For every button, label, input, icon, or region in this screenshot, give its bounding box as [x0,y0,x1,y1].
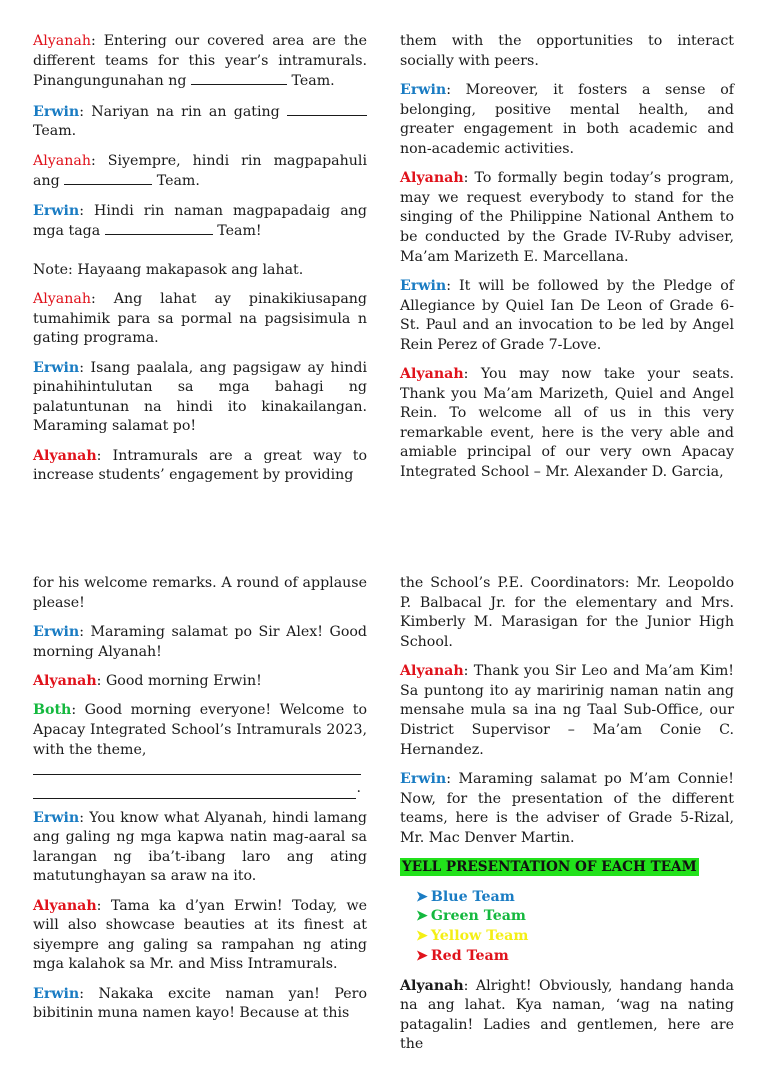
dialogue-text: : Ang lahat ay pinakikiusapang tumahimik para sa pormal na pagsisimula n gating programa. [33,291,367,347]
theme-blank-line: . [33,779,367,799]
speaker-name: Alyanah [400,366,464,383]
arrow-bullet-icon: ➤ [416,908,428,925]
dialogue-text: Team. [286,73,335,90]
dialogue-text: : Entering our covered area are the different teams for this year’s intramurals. Pinangungunahan ng [33,33,367,90]
dialogue-text: : You know what Alyanah, hindi lamang ang galing ng mga kapwa natin mag-aaral sa larangan ng iba’t-ibang laro ang ating matutunghayan sa araw na ito. [33,809,367,885]
dialogue-text: : Thank you Sir Leo and Ma’am Kim! Sa puntong ito ay maririnig naman natin ang mensahe mula sa ina ng Taal Sub-Office, our District Supervisor – Ma’am Conie C. Hernandez. [400,663,734,758]
fill-in-blank [105,221,213,235]
dialogue-text: : Nakaka excite naman yan! Pero bibitinin muna namen kayo! Because at this [33,985,367,1022]
list-item: ➤ Red Team [416,947,734,967]
stage-note: Note: Hayaang makapasok ang lahat. [33,261,304,278]
speaker-name: Erwin [33,985,80,1002]
script-line [400,977,734,1055]
script-line [33,447,367,486]
dialogue-text: : Maraming salamat po Sir Alex! Good morning Alyanah! [33,623,367,660]
team-list [416,888,734,967]
script-line [400,365,734,483]
speaker-name: Alyanah [33,152,91,169]
dialogue-text: : To formally begin today’s program, may we request everybody to stand for the singing of the Philippine National Anthem to be conducted by the Grade IV-Ruby adviser, Ma’am Marizeth E. Marcellana. [400,170,734,265]
speaker-name: Erwin [33,359,80,376]
theme-blank-line [33,760,361,775]
dialogue-text: : Maraming salamat po M’am Connie! Now, for the presentation of the different teams, here is the adviser of Grade 5-Rizal, Mr. Mac Denver Martin. [400,770,734,846]
column-bottom-left [33,574,367,1034]
dialogue-text: : Good morning everyone! Welcome to Apacay Integrated School’s Intramurals 2023, with the theme, [33,702,367,758]
speaker-name: Erwin [33,103,80,120]
speaker-name: Erwin [400,770,447,787]
list-item: ➤ Blue Team [416,888,734,908]
column-bottom-right [400,574,734,1065]
script-line [33,701,367,798]
dialogue-text: : Nariyan na rin an gating [79,103,287,120]
section-heading-text: YELL PRESENTATION OF EACH TEAM [402,859,697,876]
script-line [33,359,367,437]
dialogue-text: Team. [33,123,77,140]
speaker-name: Both [33,702,72,719]
dialogue-text: : You may now take your seats. Thank you Ma’am Marizeth, Quiel and Angel Rein. To welcome all of us in this very remarkable event, here is the very able and amiable principal of our very own Apacay Integrated School – Mr. Alexander D. Garcia, [400,366,734,481]
dialogue-text: Team. [152,173,200,190]
column-top-left [33,32,367,496]
column-top-right [400,32,734,492]
fill-in-blank [191,71,287,85]
script-line [400,770,734,848]
script-line [33,897,367,975]
script-line [33,809,367,887]
dialogue-text: : Moreover, it fosters a sense of belonging, positive mental health, and greater engagement in both academic and non-academic activities. [400,81,734,157]
script-line [33,290,367,349]
arrow-bullet-icon: ➤ [416,928,428,945]
fill-in-blank [287,102,367,116]
dialogue-text: Team! [212,223,262,240]
speaker-name: Alyanah [33,291,91,308]
speaker-name: Alyanah [33,897,97,914]
speaker-name: Erwin [400,277,447,294]
dialogue-text: : It will be followed by the Pledge of Allegiance by Quiel Ian De Leon of Grade 6-St. Paul and an invocation to be led by Angel Rein Perez of Grade 7-Love. [400,277,734,353]
script-line [33,152,367,192]
list-item: ➤ Green Team [416,907,734,927]
script-line [400,277,734,355]
dialogue-text: : Intramurals are a great way to increase students’ engagement by providing [33,447,367,484]
script-line [33,985,367,1024]
script-line [400,662,734,760]
list-item: ➤ Yellow Team [416,927,734,947]
speaker-name: Erwin [33,623,80,640]
script-line [33,672,367,692]
fill-in-blank [64,171,152,185]
dialogue-text: : Alright! Obviously, handang handa na ang lahat. Kya naman, ‘wag na nating patagalin! Ladies and gentlemen, here are the [400,977,734,1053]
speaker-name: Erwin [33,809,80,826]
script-line [400,81,734,159]
script-line [33,102,367,142]
speaker-name: Alyanah [33,672,97,689]
dialogue-text: : Isang paalala, ang pagsigaw ay hindi pinahihintulutan sa mga bahagi ng palatuntunan na hindi ito kinakailangan. Maraming salamat po! [33,359,367,435]
script-line [33,202,367,242]
speaker-name: Alyanah [400,663,464,680]
speaker-name: Alyanah [33,447,97,464]
speaker-name: Alyanah [400,977,464,994]
arrow-bullet-icon: ➤ [416,947,428,964]
speaker-name: Erwin [33,202,80,219]
speaker-name: Alyanah [33,33,91,49]
speaker-name: Erwin [400,81,447,98]
dialogue-text: for his welcome remarks. A round of applause please! [33,575,367,611]
dialogue-text: : Hindi rin naman magpapadaig ang mga taga [33,202,367,240]
dialogue-text: them with the opportunities to interact socially with peers. [400,33,734,69]
script-line [33,623,367,662]
dialogue-text: the School’s P.E. Coordinators: Mr. Leopoldo P. Balbacal Jr. for the elementary and Mrs. Kimberly M. Marasigan for the Junior High School. [400,575,734,650]
script-line [400,169,734,267]
section-heading [400,858,734,878]
dialogue-text: : Siyempre, hindi rin magpapahuli ang [33,152,367,190]
dialogue-text: : Tama ka d’yan Erwin! Today, we will also showcase beauties at its finest at siyempre ang galing sa rampahan ng ating mga kalahok sa Mr. and Miss Intramurals. [33,897,367,973]
arrow-bullet-icon: ➤ [416,888,428,905]
dialogue-text: : Good morning Erwin! [96,672,262,689]
speaker-name: Alyanah [400,170,464,187]
script-line [33,32,367,92]
